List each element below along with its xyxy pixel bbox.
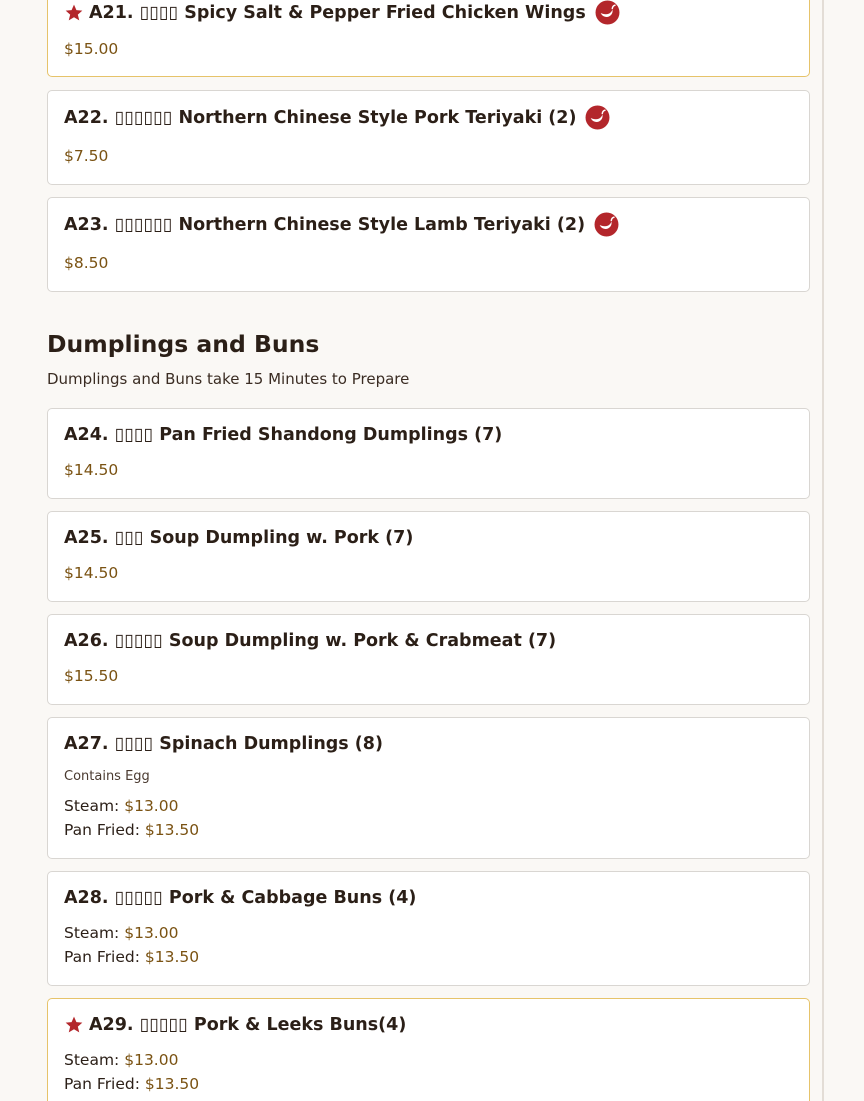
option-price: $13.00 xyxy=(124,1051,179,1069)
menu-item-title: A23. ▯▯▯▯▯▯ Northern Chinese Style Lamb Teriyaki (2) xyxy=(64,214,586,235)
menu-item-title-row xyxy=(64,0,620,25)
menu-item-card[interactable] xyxy=(47,717,810,859)
price-option-pan-fried xyxy=(64,948,199,966)
option-price: $13.50 xyxy=(144,948,200,966)
option-label: Steam: xyxy=(64,924,120,942)
menu-item-card[interactable] xyxy=(47,511,810,602)
menu-item-card[interactable] xyxy=(47,0,810,77)
option-price: $13.00 xyxy=(124,797,179,815)
menu-item-price: $15.00 xyxy=(64,40,119,58)
option-price: $13.00 xyxy=(124,924,179,942)
price-option-steam xyxy=(64,797,178,815)
menu-item-title: A21. ▯▯▯▯ Spicy Salt & Pepper Fried Chicken Wings xyxy=(89,2,586,23)
option-label: Steam: xyxy=(64,797,120,815)
chili-pepper-icon xyxy=(595,0,620,25)
option-price: $13.50 xyxy=(144,821,200,839)
section-title: Dumplings and Buns xyxy=(47,330,320,358)
menu-item-price: $15.50 xyxy=(64,667,119,685)
option-price: $13.50 xyxy=(144,1075,200,1093)
menu-item-card[interactable] xyxy=(47,614,810,705)
menu-item-title: A27. ▯▯▯▯ Spinach Dumplings (8) xyxy=(64,734,383,754)
price-option-pan-fried xyxy=(64,1075,199,1093)
option-label: Pan Fried: xyxy=(64,821,140,839)
menu-item-title: A24. ▯▯▯▯ Pan Fried Shandong Dumplings (7) xyxy=(64,425,503,445)
menu-item-title: A22. ▯▯▯▯▯▯ Northern Chinese Style Pork Teriyaki (2) xyxy=(64,107,577,128)
option-label: Steam: xyxy=(64,1051,120,1069)
menu-item-title-row xyxy=(64,1015,406,1035)
section-subtitle: Dumplings and Buns take 15 Minutes to Prepare xyxy=(47,370,410,388)
menu-item-title-row xyxy=(64,212,619,237)
menu-item-title: A26. ▯▯▯▯▯ Soup Dumpling w. Pork & Crabmeat (7) xyxy=(64,631,557,651)
star-icon xyxy=(64,3,84,23)
menu-item-title: A25. ▯▯▯ Soup Dumpling w. Pork (7) xyxy=(64,528,414,548)
menu-item-card[interactable] xyxy=(47,871,810,986)
menu-item-card[interactable] xyxy=(47,197,810,292)
menu-item-title: A28. ▯▯▯▯▯ Pork & Cabbage Buns (4) xyxy=(64,888,417,908)
chili-pepper-icon xyxy=(585,105,610,130)
price-option-steam xyxy=(64,1051,178,1069)
price-option-steam xyxy=(64,924,178,942)
menu-item-card[interactable] xyxy=(47,408,810,499)
menu-item-price: $7.50 xyxy=(64,147,109,165)
menu-item-price: $8.50 xyxy=(64,254,109,272)
allergen-note: Contains Egg xyxy=(64,769,150,784)
menu-item-card[interactable] xyxy=(47,90,810,185)
menu-item-title: A29. ▯▯▯▯▯ Pork & Leeks Buns(4) xyxy=(89,1015,407,1035)
option-label: Pan Fried: xyxy=(64,1075,140,1093)
price-option-pan-fried xyxy=(64,821,199,839)
menu-item-card[interactable] xyxy=(47,998,810,1101)
menu-item-price: $14.50 xyxy=(64,564,119,582)
chili-pepper-icon xyxy=(594,212,619,237)
star-icon xyxy=(64,1015,84,1035)
menu-item-title-row xyxy=(64,105,610,130)
menu-item-price: $14.50 xyxy=(64,461,119,479)
option-label: Pan Fried: xyxy=(64,948,140,966)
